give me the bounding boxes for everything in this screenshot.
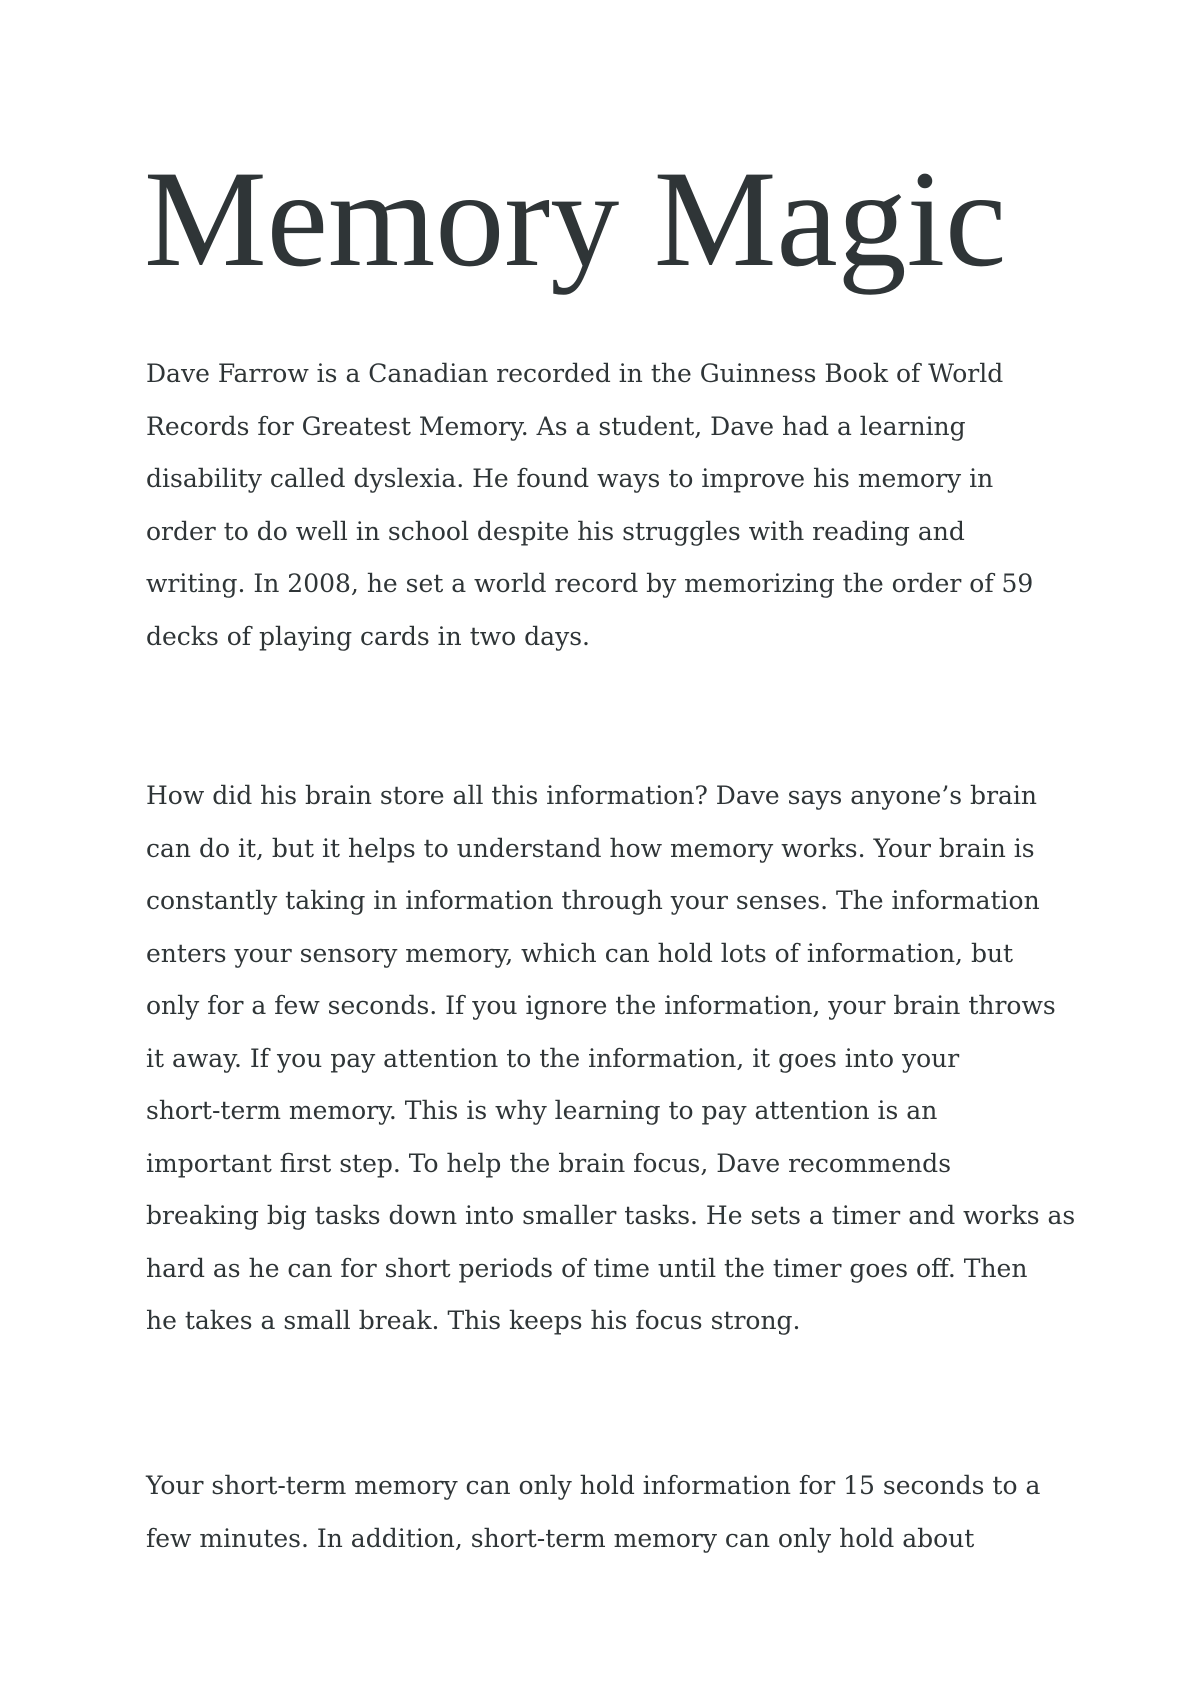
paragraph-line: he takes a small break. This keeps his focus strong. xyxy=(146,1306,801,1335)
paragraph-line: Dave Farrow is a Canadian recorded in the Guinness Book of World xyxy=(146,359,1004,388)
paragraph-line: order to do well in school despite his struggles with reading and xyxy=(146,516,965,546)
paragraph-line: enters your sensory memory, which can hold lots of information, but xyxy=(146,938,1014,968)
paragraph-line: Your short-term memory can only hold information for 15 seconds to a xyxy=(146,1471,1041,1500)
paragraph-line: few minutes. In addition, short-term memory can only hold about xyxy=(146,1523,975,1553)
paragraph-line: Records for Greatest Memory. As a student, Dave had a learning xyxy=(146,411,966,441)
paragraph-line: short-term memory. This is why learning to pay attention is an xyxy=(146,1096,938,1125)
paragraph-line: breaking big tasks down into smaller tasks. He sets a timer and works as xyxy=(146,1201,1076,1230)
paragraph-2 xyxy=(146,770,1076,1348)
paragraph-line: can do it, but it helps to understand how memory works. Your brain is xyxy=(146,833,1035,863)
paragraph-1 xyxy=(146,348,1076,663)
paragraph-line: decks of playing cards in two days. xyxy=(146,621,590,651)
paragraph-line: it away. If you pay attention to the information, it goes into your xyxy=(146,1043,960,1073)
paragraph-line: only for a few seconds. If you ignore the information, your brain throws xyxy=(146,991,1056,1020)
paragraph-line: How did his brain store all this information? Dave says anyone’s brain xyxy=(146,781,1038,810)
paragraph-line: hard as he can for short periods of time until the timer goes off. Then xyxy=(146,1253,1028,1283)
paragraph-line: writing. In 2008, he set a world record by memorizing the order of 59 xyxy=(146,569,1034,598)
paragraph-line: disability called dyslexia. He found ways to improve his memory in xyxy=(146,464,994,493)
paragraph-3 xyxy=(146,1460,1076,1565)
page-title: Memory Magic xyxy=(144,142,1007,295)
paragraph-line: important first step. To help the brain focus, Dave recommends xyxy=(146,1148,952,1178)
paragraph-line: constantly taking in information through your senses. The information xyxy=(146,886,1040,915)
